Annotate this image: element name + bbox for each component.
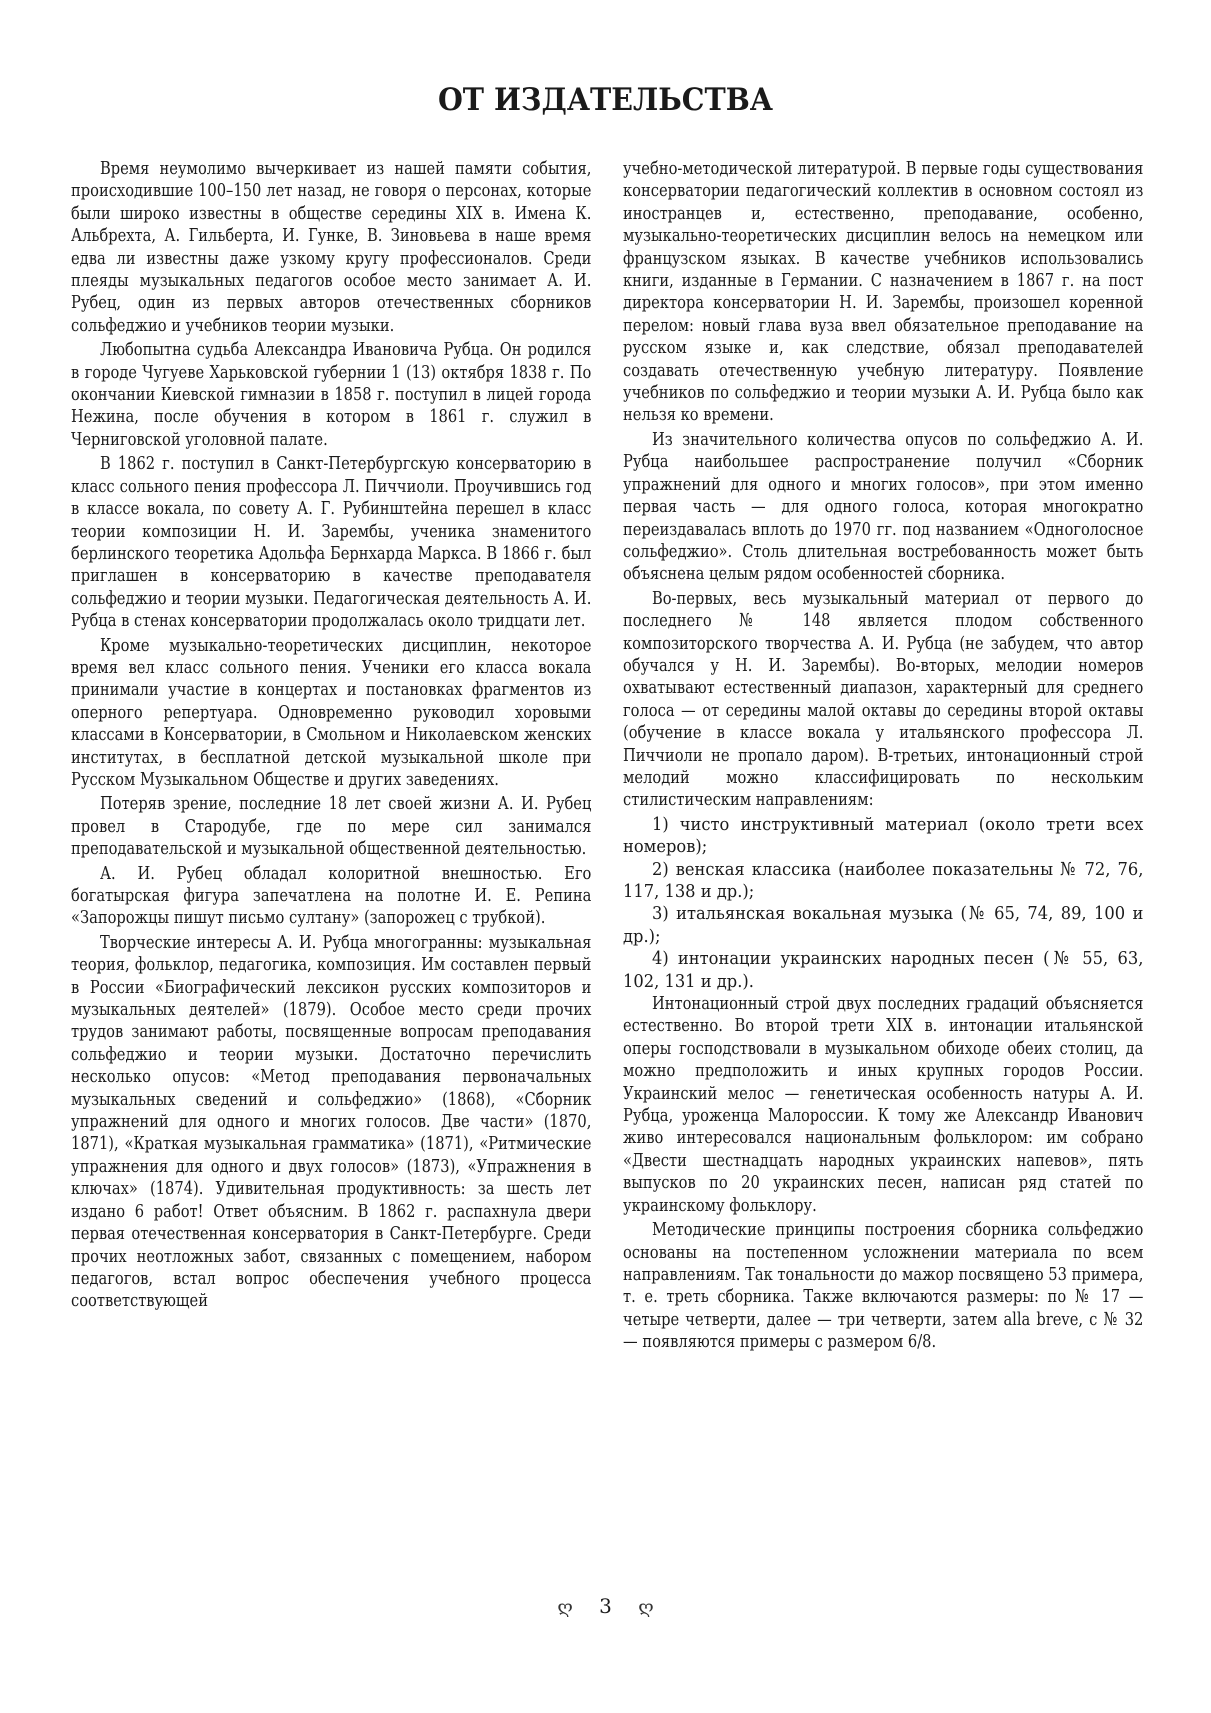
- paragraph: А. И. Рубец обладал колоритной внешностью. Его богатырская фигура запечатлена на полотне И. Е. Репина «Запорожцы пишут письмо султану» (запорожец с трубкой).: [71, 862, 592, 929]
- page-footer: [0, 1594, 1211, 1618]
- list-item: 4) интонации украинских народных песен (№ 55, 63, 102, 131 и др.).: [623, 948, 1144, 992]
- ornament-right-icon: ღ: [638, 1597, 654, 1618]
- paragraph: В 1862 г. поступил в Санкт-Петербургскую консерваторию в класс сольного пения профессора Л. Пиччиоли. Проучившись год в классе вокала, по совету А. Г. Рубинштейна перешел в класс теории композиции Н. И. Зарембы, ученика знаменитого берлинского теоретика Адольфа Бернхарда Маркса. В 1866 г. был приглашен в консерваторию в качестве преподавателя сольфеджио и теории музыки. Педагогическая деятельность А. И. Рубца в стенах консерватории продолжалась около тридцати лет.: [71, 453, 592, 632]
- paragraph: Из значительного количества опусов по сольфеджио А. И. Рубца наибольшее распространение получил «Сборник упражнений для одного и многих голосов», при этом именно первая часть — для одного голоса, которая многократно переиздавалась вплоть до 1970 гг. под названием «Одноголосное сольфеджио». Столь длительная востребованность может быть объяснена целым рядом особенностей сборника.: [623, 428, 1144, 585]
- list-item: 3) итальянская вокальная музыка (№ 65, 74, 89, 100 и др.);: [623, 903, 1144, 947]
- paragraph: Методические принципы построения сборника сольфеджио основаны на постепенном усложнении материала по всем направлениям. Так тональности до мажор посвящено 53 примера, т. е. треть сборника. Также включаются размеры: по № 17 — четыре четверти, далее — три четверти, затем alla breve, с № 32 — появляются примеры с размером 6/8.: [623, 1219, 1144, 1353]
- paragraph: Время неумолимо вычеркивает из нашей памяти события, происходившие 100–150 лет назад, не говоря о персонах, которые были широко известны в обществе середины XIX в. Имена К. Альбрехта, А. Гильберта, И. Гунке, В. Зиновьева в наше время едва ли известны даже узкому кругу профессионалов. Среди плеяды музыкальных педагогов особое место занимает А. И. Рубец, один из первых авторов отечественных сборников сольфеджио и учебников теории музыки.: [71, 158, 592, 336]
- list-item: 1) чисто инструктивный материал (около трети всех номеров);: [623, 813, 1144, 858]
- paragraph-continuation: учебно-методической литературой. В первые годы существования консерватории педагогический коллектив в основном состоял из иностранцев и, естественно, преподавание, особенно, музыкально-теоретических дисциплин велось на немецком или французском языках. В качестве учебников использовались книги, изданные в Германии. С назначением в 1867 г. на пост директора консерватории Н. И. Зарембы, произошел коренной перелом: новый глава вуза ввел обязательное преподавание на русском языке и, как следствие, обязал преподавателей создавать отечественную учебную литературу. Появление учебников по сольфеджио и теории музыки А. И. Рубца было как нельзя ко времени.: [623, 158, 1144, 426]
- paragraph: Творческие интересы А. И. Рубца многогранны: музыкальная теория, фольклор, педагогика, композиция. Им составлен первый в России «Биографический лексикон русских композиторов и музыкальных деятелей» (1879). Особое место среди прочих трудов занимают работы, посвященные вопросам преподавания сольфеджио и теории музыки. Достаточно перечислить несколько опусов: «Метод преподавания первоначальных музыкальных сведений и сольфеджио» (1868), «Сборник упражнений для одного и многих голосов. Две части» (1870, 1871), «Краткая музыкальная грамматика» (1871), «Ритмические упражнения для одного и двух голосов» (1873), «Упражнения в ключах» (1874). Удивительная продуктивность: за шесть лет издано 6 работ! Ответ объясним. В 1862 г. распахнула двери первая отечественная консерватория в Санкт-Петербурге. Среди прочих неотложных забот, связанных с помещением, набором педагогов, встал вопрос обеспечения учебного процесса соответствующей: [71, 931, 592, 1312]
- style-list: [623, 814, 1143, 993]
- paragraph: Кроме музыкально-теоретических дисциплин, некоторое время вел класс сольного пения. Ученики его класса вокала принимали участие в концертах и постановках фрагментов из оперного репертуара. Одновременно руководил хоровыми классами в Консерватории, в Смольном и Николаевском женских институтах, в бесплатной детской музыкальной школе при Русском Музыкальном Обществе и других заведениях.: [71, 634, 592, 790]
- paragraph: Любопытна судьба Александра Ивановича Рубца. Он родился в городе Чугуеве Харьковской губернии 1 (13) октября 1838 г. По окончании Киевской гимназии в 1858 г. поступил в лицей города Нежина, после обучения в котором в 1861 г. служил в Черниговской уголовной палате.: [71, 339, 592, 450]
- left-column: [71, 158, 591, 1315]
- paragraph: Потеряв зрение, последние 18 лет своей жизни А. И. Рубец провел в Стародубе, где по мере сил занимался преподавательской и музыкальной общественной деятельностью.: [71, 793, 592, 860]
- page-title: ОТ ИЗДАТЕЛЬСТВА: [437, 82, 774, 118]
- paragraph: Во-первых, весь музыкальный материал от первого до последнего № 148 является плодом собственного композиторского творчества А. И. Рубца (не забудем, что автор обучался у Н. И. Зарембы). Во-вторых, мелодии номеров охватывают естественный диапазон, характерный для среднего голоса — от середины малой октавы до середины второй октавы (обучение в классе вокала у итальянского профессора Л. Пиччиоли не пропало даром). В-третьих, интонационный строй мелодий можно классифицировать по нескольким стилистическим направлениям:: [623, 587, 1144, 811]
- paragraph: Интонационный строй двух последних градаций объясняется естественно. Во второй трети XIX в. интонации итальянской оперы господствовали в музыкальном обиходе обеих столиц, да можно предположить и иных крупных городов России. Украинский мелос — генетическая особенность натуры А. И. Рубца, уроженца Малороссии. К тому же Александр Иванович живо интересовался национальным фольклором: им собрано «Двести шестнадцать народных украинских напевов», пять выпусков по 20 украинских песен, написан ряд статей по украинскому фольклору.: [623, 993, 1144, 1216]
- ornament-left-icon: ღ: [557, 1597, 573, 1618]
- list-item: 2) венская классика (наиболее показательны № 72, 76, 117, 138 и др.);: [623, 858, 1144, 902]
- right-column: [623, 158, 1143, 1356]
- page-number: 3: [599, 1594, 612, 1618]
